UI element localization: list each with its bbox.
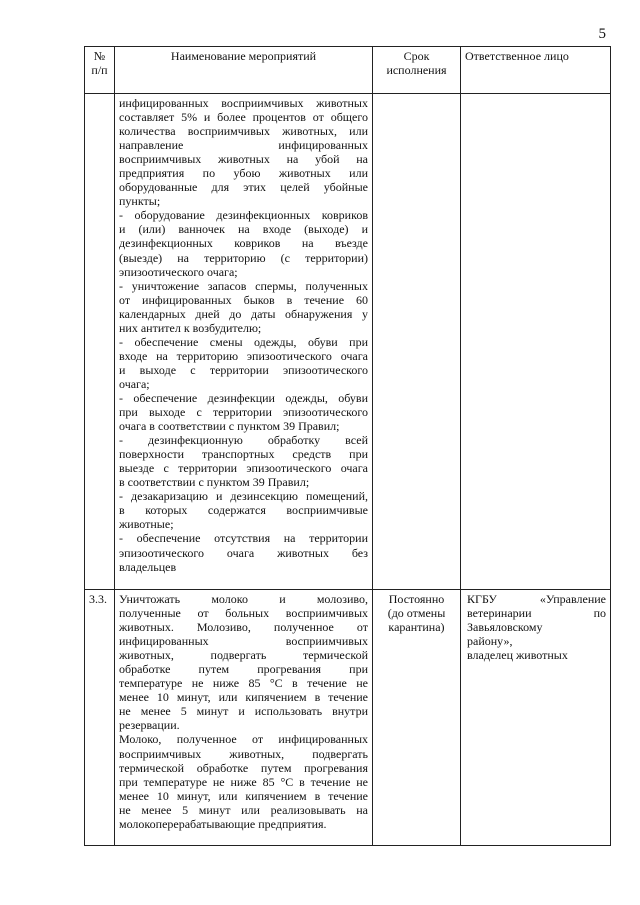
measure-text-line: и (или) ванночек на входе (выходе) и <box>119 222 368 237</box>
responsible-text-line: ветеринарии по <box>467 606 606 621</box>
measure-text-line: дезинфекционных ковриков на въезде <box>119 236 368 251</box>
measure-text-line: направление инфицированных <box>119 138 368 153</box>
table-row <box>85 590 611 846</box>
measure-text-line: температуре не ниже 85 °С в течение не <box>119 676 368 691</box>
measure-text-line: входе на территорию эпизоотического очага <box>119 348 368 363</box>
measure-text-line: - дезинфекционную обработку всей <box>119 433 368 448</box>
measure-text-line: поверхности транспортных средств при <box>119 447 368 462</box>
header-term-line1: Срок <box>403 49 430 63</box>
header-name: Наименование мероприятий <box>115 47 373 94</box>
header-term <box>373 47 461 94</box>
term-text-line: Постоянно <box>388 592 445 606</box>
responsible-text-line: владелец животных <box>467 648 568 663</box>
measure-text-line: эпизоотического очага животных без <box>119 545 368 560</box>
measure-text-line: Молоко, полученное от инфицированных <box>119 732 368 747</box>
responsible-text-line: КГБУ «Управление <box>467 592 606 606</box>
measure-text-line: оборудованные для этих целей убойные <box>119 180 368 195</box>
measures-table <box>84 46 611 846</box>
measure-text-line: не менее 5 минут или реализовывать на <box>119 802 368 817</box>
term-text-line: (до отмены <box>387 606 446 621</box>
measure-text-line: животных, подвергать термической <box>119 648 368 663</box>
table-row <box>85 94 611 590</box>
row1-number <box>85 94 115 590</box>
page-number: 5 <box>598 26 606 42</box>
measure-text-line: в соответствии с пунктом 39 Правил; <box>119 475 310 490</box>
measure-text-line: - обеспечение дезинфекции одежды, обуви <box>119 390 368 405</box>
measure-text-line: менее 10 минут, или кипячением в течение <box>119 788 368 803</box>
measure-text-line: предприятия по убою животных или <box>119 166 368 181</box>
measure-text-line: восприимчивых животных на убой на <box>119 152 368 167</box>
header-number <box>85 47 115 94</box>
term-text-line: карантина) <box>388 620 445 635</box>
measure-text-line: - уничтожение запасов спермы, полученных <box>119 278 368 293</box>
measure-text-line: при температуре не ниже 85 °С в течение не <box>119 774 368 789</box>
measure-text-line: и выходе с территории эпизоотического <box>119 362 368 377</box>
measure-text-line: них антител к возбудителю; <box>119 320 262 335</box>
measure-text-line: - оборудование дезинфекционных ковриков <box>119 208 368 223</box>
header-responsible: Ответственное лицо <box>461 47 611 94</box>
measure-text-line: очага в соответствии с пунктом 39 Правил; <box>119 419 340 434</box>
measure-text-line: инфицированных восприимчивых <box>119 634 368 649</box>
measure-text-line: очага; <box>119 376 150 391</box>
measure-text-line: молокоперерабатывающие предприятия. <box>119 816 327 831</box>
measure-text-line: обработке путем прогревания при <box>119 662 368 677</box>
measure-text-line: составляет 5% и более процентов от общего <box>119 110 368 125</box>
row2-measures <box>115 590 373 846</box>
row1-term <box>373 94 461 590</box>
measure-text-line: менее 10 минут, или кипячением в течение <box>119 690 368 705</box>
row1-measures <box>115 94 373 590</box>
measure-text-line: термической обработке путем прогревания <box>119 760 368 775</box>
measure-text-line: резервации. <box>119 718 180 733</box>
measure-text-line: владельцев <box>119 559 177 574</box>
header-number-line2: п/п <box>91 63 108 78</box>
measure-text-line: при выходе с территории эпизоотического <box>119 405 368 420</box>
row1-responsible <box>461 94 611 590</box>
measure-text-line: количества восприимчивых животных, или <box>119 124 368 139</box>
measure-text-line: животных. Молозиво, полученное от <box>119 620 368 635</box>
measure-text-line: пункты; <box>119 194 161 209</box>
measure-text-line: не менее 5 минут и использовать внутри <box>119 704 368 719</box>
header-number-line1: № <box>93 49 106 63</box>
table-header-row <box>85 47 611 94</box>
measure-text-line: в которых содержатся восприимчивые <box>119 503 368 518</box>
measure-text-line: полученные от больных восприимчивых <box>119 606 368 621</box>
measure-text-line: выезде с территории эпизоотического очага <box>119 461 368 476</box>
measure-text-line: - обеспечение смены одежды, обуви при <box>119 334 368 349</box>
responsible-text-line: Завьяловскому <box>467 620 543 635</box>
measure-text-line: Уничтожать молоко и молозиво, <box>119 592 368 606</box>
row2-number: 3.3. <box>85 590 115 846</box>
measure-text-line: инфицированных восприимчивых животных <box>119 96 368 110</box>
row2-term <box>373 590 461 846</box>
header-term-line2: исполнения <box>386 63 447 78</box>
responsible-text-line: району», <box>467 634 513 649</box>
measure-text-line: - дезакаризацию и дезинсекцию помещений, <box>119 489 368 504</box>
measure-text-line: от инфицированных быков в течение 60 <box>119 292 368 307</box>
measure-text-line: эпизоотического очага; <box>119 264 238 279</box>
measure-text-line: - обеспечение отсутствия на территории <box>119 531 368 546</box>
row2-responsible <box>461 590 611 846</box>
measure-text-line: восприимчивых животных, подвергать <box>119 746 368 761</box>
measure-text-line: животные; <box>119 517 174 532</box>
measure-text-line: (выезде) на территорию (с территории) <box>119 250 368 265</box>
measure-text-line: календарных дней до даты обнаружения у <box>119 306 368 321</box>
